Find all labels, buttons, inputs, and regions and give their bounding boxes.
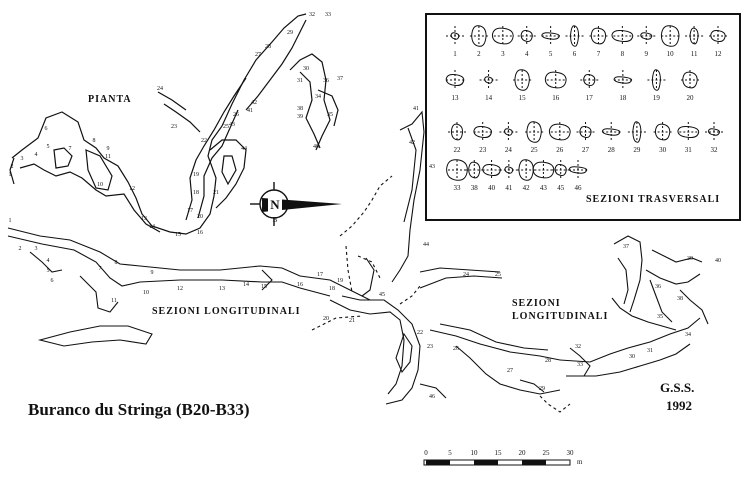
section-number: 42 [522,184,530,192]
compass-sub: B [272,216,278,224]
plan-station-number: 29 [287,30,293,36]
section-number: 22 [453,146,461,154]
scale-tick-label: 10 [470,449,478,457]
longitudinal-station-number: 20 [323,316,329,322]
plan-station-number: 41 [247,108,253,114]
longitudinal-station-number: 8 [114,260,118,266]
section-number: 10 [666,50,674,58]
section-number: 32 [710,146,718,154]
section-number: 8 [620,50,625,58]
plan-station-number: 8 [92,138,96,144]
scale-tick-label: 25 [542,449,550,457]
section-number: 27 [582,146,589,154]
section-number: 7 [596,50,601,58]
longitudinal-station-number: 35 [657,314,663,320]
longitudinal-left [8,228,370,346]
plan-station-number: 23 [171,124,177,130]
plan-station-number: 19 [193,172,199,178]
section-number: 29 [633,146,641,154]
longitudinal-station-number: 18 [329,286,335,292]
longitudinal-station-number: 43 [429,164,435,170]
plan-station-number: 44 [241,146,247,152]
longitudinal-station-number: 34 [685,332,691,338]
section-number: 30 [659,146,667,154]
section-number: 31 [684,146,692,154]
longitudinal-station-number: 32 [575,344,581,350]
longitudinal-station-number: 7 [98,266,102,272]
section-number: 28 [607,146,615,154]
longitudinal-station-number: 16 [297,282,303,288]
longitudinal-station-number: 21 [349,318,355,324]
section-number: 14 [485,94,493,102]
plan-station-number: 12 [129,186,135,192]
scale-unit: m [577,458,583,466]
section-number: 9 [644,50,649,58]
longitudinal-station-number: 41 [413,106,419,112]
section-number: 23 [479,146,487,154]
plan-station-number: 32 [309,12,315,18]
longitudinal-station-number: 40 [715,258,721,264]
longitudinal-station-number: 29 [539,386,545,392]
section-number: 46 [574,184,582,192]
plan-station-number: 22 [201,138,207,144]
plan-station-number: 42 [251,100,257,106]
scale-tick-label: 20 [518,449,526,457]
plan-heading: PIANTA [88,94,132,105]
plan-station-number: 13 [141,216,147,222]
longitudinal-station-number: 12 [177,286,183,292]
plan-station-number: 2 [10,164,14,170]
section-number: 13 [451,94,459,102]
longitudinal-station-number: 31 [647,348,653,354]
plan-station-number: 27 [255,52,261,58]
longitudinal-station-number: 28 [545,358,551,364]
plan-station-number: 31 [297,78,303,84]
scale-tick-label: 30 [566,449,574,457]
longitudinal-station-number: 36 [655,284,661,290]
longitudinal-station-number: 44 [423,242,429,248]
section-number: 25 [530,146,538,154]
longitudinal-station-number: 46 [429,394,435,400]
plan-station-number: 36 [323,78,329,84]
section-number: 5 [548,50,553,58]
longitudinal-station-number: 14 [243,282,249,288]
longitudinal-station-number: 6 [50,278,54,284]
plan-station-number: 15 [175,232,181,238]
plan-station-number: 28 [265,44,271,50]
section-number: 1 [453,50,457,58]
longitudinal-station-number: 13 [219,286,225,292]
scale-segment [426,460,450,465]
longitudinal-left-heading: SEZIONI LONGITUDINALI [152,306,301,317]
longitudinal-station-number: 15 [261,284,267,290]
longitudinal-station-number: 11 [111,298,117,304]
longitudinal-station-number: 27 [507,368,513,374]
section-number: 16 [552,94,560,102]
section-number: 2 [477,50,481,58]
plan-station-number: 38 [297,106,303,112]
longitudinal-station-number: 45 [379,292,385,298]
plan-station-number: 3 [20,156,24,162]
section-number: 19 [652,94,660,102]
plan-station-number: 5 [46,144,50,150]
plan-station-number: 43 [229,122,235,128]
longitudinal-station-number: 19 [337,278,343,284]
plan-station-number: 33 [325,12,331,18]
longitudinal-station-number: 30 [629,354,635,360]
plan-station-number: 39 [297,114,303,120]
cross-sections-heading: SEZIONI TRASVERSALI [586,194,721,205]
scale-tick-label: 0 [424,449,428,457]
section-number: 40 [488,184,496,192]
plan-station-number: 40 [313,144,319,150]
compass-letter: N [270,197,280,212]
plan-station-number: 10 [97,182,103,188]
plan-station-number: 37 [337,76,343,82]
longitudinal-station-number: 26 [453,346,459,352]
longitudinal-station-number: 2 [18,246,22,252]
plan-station-number: 6 [44,126,48,132]
section-number: 18 [619,94,627,102]
plan-station-number: 26 [233,112,239,118]
section-number: 43 [539,184,547,192]
longitudinal-station-number: 3 [34,246,38,252]
plan-station-number: 24 [157,86,163,92]
plan-station-number: 18 [193,190,199,196]
plan-station-number: 14 [149,224,155,230]
north-arrow [250,182,342,226]
cross-sections-inset [426,14,740,220]
longitudinal-station-number: 39 [687,256,693,262]
scale-segment [522,460,546,465]
plan-station-number: 1 [8,172,12,178]
section-number: 12 [714,50,722,58]
plan-station-number: 7 [68,146,72,152]
longitudinal-right-heading-2: LONGITUDINALI [512,311,609,322]
plan-station-number: 35 [327,112,333,118]
section-number: 41 [505,184,513,192]
plan-station-number: 30 [303,66,309,72]
scale-tick-label: 15 [494,449,502,457]
section-number: 24 [504,146,512,154]
section-number: 15 [518,94,526,102]
longitudinal-station-number: 37 [623,244,629,250]
longitudinal-station-number: 24 [463,272,469,278]
scale-bar [424,449,583,466]
plan-station-number: 25 [223,124,229,130]
scale-segment [474,460,498,465]
section-number: 4 [524,50,529,58]
section-number: 11 [690,50,698,58]
longitudinal-station-number: 4 [46,258,50,264]
longitudinal-station-number: 1 [8,218,12,224]
year: 1992 [666,398,692,413]
section-number: 3 [501,50,505,58]
longitudinal-station-number: 38 [677,296,683,302]
section-number: 26 [556,146,564,154]
longitudinal-station-number: 33 [577,362,583,368]
section-number: 45 [557,184,565,192]
longitudinal-station-number: 23 [427,344,433,350]
map-title: Buranco du Stringa (B20-B33) [28,400,250,419]
plan-station-number: 20 [197,214,203,220]
longitudinal-station-number: 17 [317,272,323,278]
section-number: 6 [572,50,577,58]
longitudinal-station-number: 22 [417,330,423,336]
longitudinal-station-number: 42 [409,140,415,146]
plan-station-number: 9 [106,146,110,152]
plan-station-number: 4 [34,152,38,158]
longitudinal-station-number: 5 [46,268,50,274]
plan-station-number: 16 [197,230,203,236]
section-number: 38 [470,184,478,192]
longitudinal-right-heading-1: SEZIONI [512,298,561,309]
longitudinal-station-number: 10 [143,290,149,296]
section-number: 17 [585,94,593,102]
plan-station-number: 34 [315,94,321,100]
section-number: 33 [453,184,461,192]
section-number: 20 [686,94,694,102]
scale-tick-label: 5 [448,449,452,457]
longitudinal-station-number: 9 [150,270,154,276]
plan-station-number: 17 [187,208,193,214]
plan-station-number: 11 [105,154,111,160]
plan-station-number: 21 [213,190,219,196]
longitudinal-station-number: 25 [495,272,501,278]
credit: G.S.S. [660,380,695,395]
